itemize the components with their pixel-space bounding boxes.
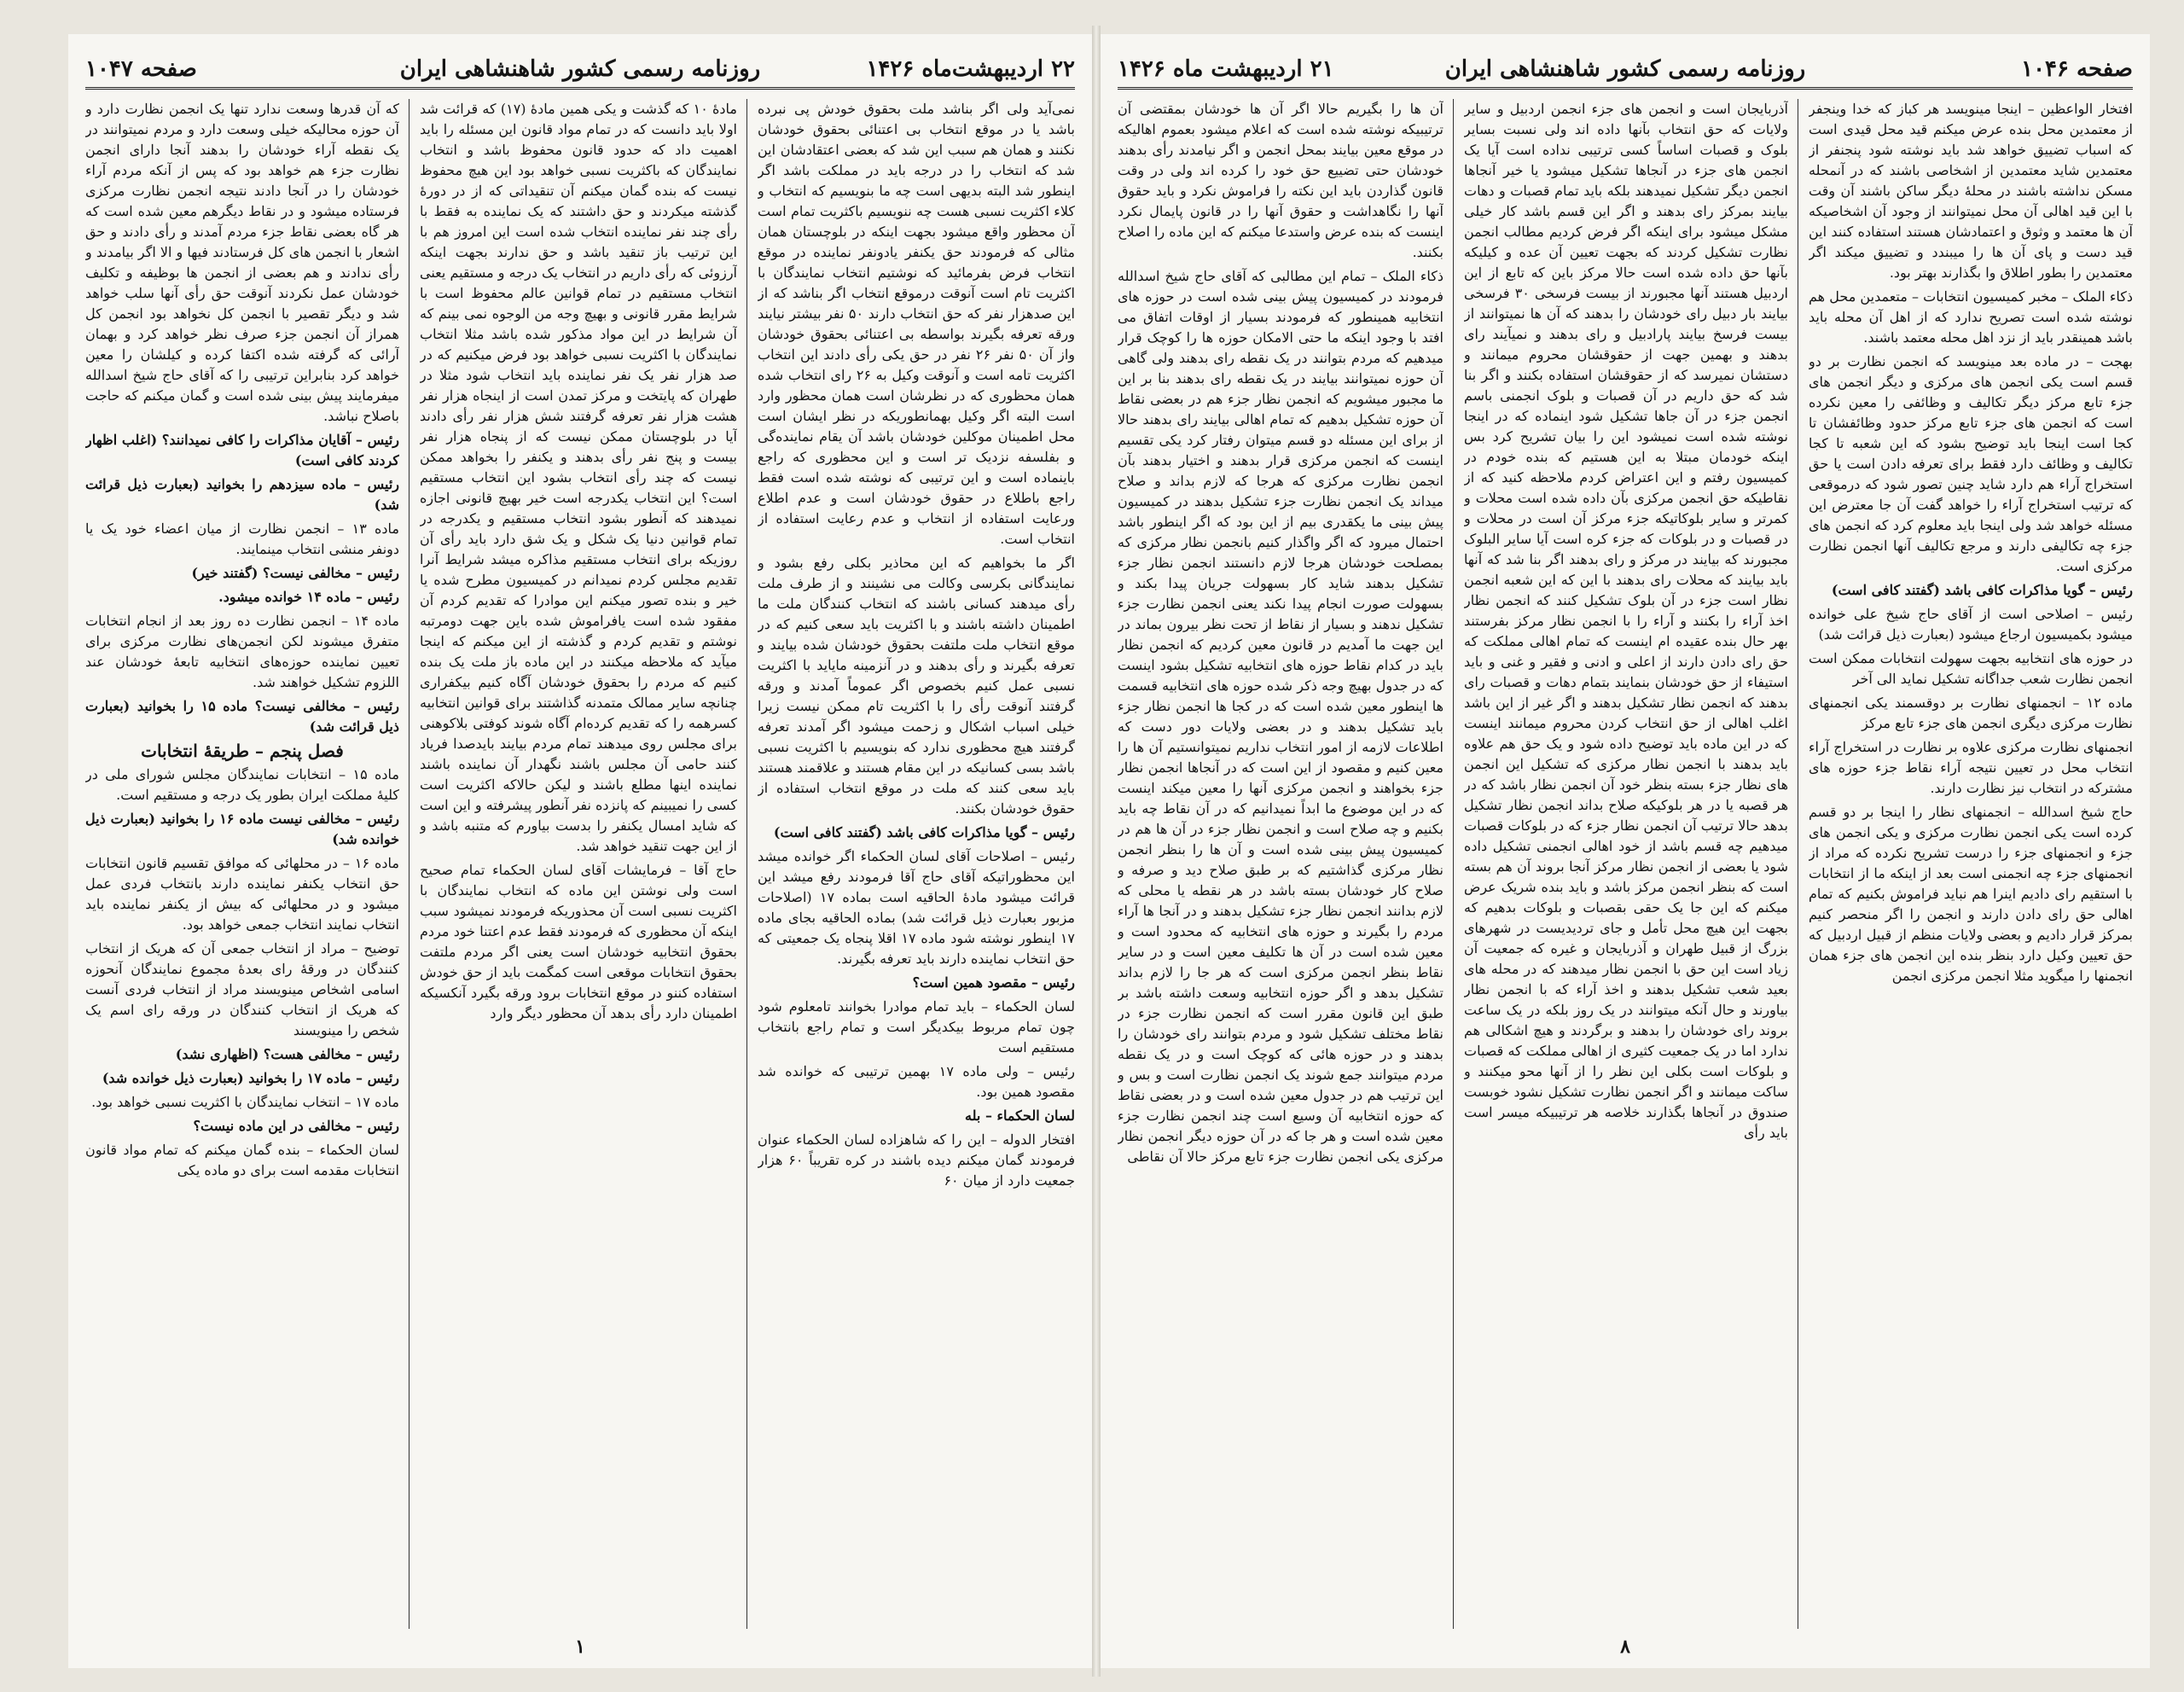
left-header-page-label: صفحه ۱۰۴۷ — [85, 56, 197, 82]
paragraph: ماده ۱۶ – در محلهائی که موافق تقسیم قانون انتخابات حق انتخاب یکنفر نماینده دارند بانتخاب فردی عمل میشود و در محلهائی که بیش از یکنفر نماینده باید انتخاب نمایند انتخاب جمعی خواهد بود. — [85, 855, 399, 933]
paragraph: ذکاء الملک – مخبر کمیسیون انتخابات – متعمدین محل هم نوشته شده است تصریح ندارد که از اهل آن محله باید باشد همینقدر باید از نزد اهل محله معتمد باشند. — [1809, 288, 2133, 346]
paragraph: ماده ۱۵ – انتخابات نمایندگان مجلس شورای ملی در کلیهٔ مملکت ایران بطور یک درجه و مستقیم است. — [85, 766, 399, 803]
paragraph: رئیس – گویا مذاکرات کافی باشد (گفتند کافی است) — [773, 824, 1075, 840]
paragraph: ماده ۱۲ – انجمنهای نظارت بر دوقسمند یکی انجمنهای نظارت مرکزی دیگری انجمن های جزء تابع مرکز — [1809, 695, 2133, 731]
paragraph: نمی‌آید ولی اگر بناشد ملت بحقوق خودش پی نبرده باشد یا در موقع انتخاب بی اعتنائی بحقوق خودشان نکنند و همان هم سبب این شد که بعضی اعتقادشان این شد که انتخاب را در درجه باید در مملکت باشد اگر اینطور شد البته بدیهی است چه ما بنویسیم که انتخاب و کلاء اکثریت نسبی هست چه ننویسیم باکثریت تمام است آن محظور واقع میشود بجهت اینکه در بلوچستان همان مثالی که فرمودند حق یکنفر یادونفر نماینده در موقع انتخاب فرض بفرمائید که نوشتیم انتخاب نمایندگان با اکثریت تام است آنوقت درموقع انتخاب اگر بناشد که از این صدهزار نفر که حق انتخاب دارند ۵۰ نفر بیشتر نیایند ورقه تعرفه بگیرند بواسطه بی اعتنائی بحقوق خودشان واز آن ۵۰ نفر ۲۶ نفر در حق یکی رأی دادند این انتخاب اکثریت تامه است و آنوقت وکیل به ۲۶ رای انتخاب شده همان محظوری که در نظرشان است همان محظور وارد است البته اگر وکیل بهمانطوریکه در نظر ایشان است محل اطمینان موکلین خودشان باشد آن یقام نماینده‌گی و بفلسفه نزدیک تر است و این محظوری که راجع باینماده است و این ترتیبی که نوشته شده است فقط راجع باطلاع در حقوق خودشان است و عدم اطلاع ورعایت استفاده از انتخاب و عدم رعایت استفاده از انتخاب است. — [758, 101, 1075, 547]
paragraph: رئیس – مقصود همین است؟ — [912, 974, 1075, 991]
paragraph: رئیس – اصلاحی است از آقای حاج شیخ علی خوانده میشود بکمیسیون ارجاع میشود (بعبارت ذیل قرائت شد) — [1809, 606, 2133, 642]
left-page — [68, 34, 1092, 1668]
left-header-title: روزنامه رسمی کشور شاهنشاهی ایران — [399, 56, 761, 82]
paragraph: ماده ۱۷ – انتخاب نمایندگان با اکثریت نسبی خواهد بود. — [91, 1094, 399, 1110]
paragraph: رئیس – مخالفی هست؟ (اظهاری نشد) — [175, 1046, 399, 1062]
paragraph: افتخار الواعظین – اینجا مینویسد هر کباز که خدا وینجفر از معتمدین محل بنده عرض میکنم قید محل قیدی است که اسباب تضییق خواهد شد باید نوشته شود پنجنفر از معتمدین شاید معتمدین از اشخاصی باشند که در آنمحله مسکن نداشته باشند در محلهٔ دیگر ساکن باشند آن وقت با این قید اهالی آن محل نمیتوانند از وجود آن اشخاصیکه آن ها معتمد و وثوق و اعتمادشان هستند استفاده کنند این قید دست و پای آن ها را میبندد و تضییق میکند اگر معتمدین را بطور اطلاق وا بگذارند بهتر بود. — [1809, 101, 2133, 281]
right-columns — [1118, 99, 2133, 1629]
paragraph: مادهٔ ۱۰ که گذشت و یکی همین مادهٔ (۱۷) که قرائت شد اولا باید دانست که در تمام مواد قانون این مسئله را باید اهمیت داد که حدود قانون محفوظ باشد و انتخاب نمایندگان که باکثریت نسبی خواهد بود این هیچ محفوظ نیست که بنده گمان میکنم آن تنقیداتی که از در دورهٔ گذشته میکردند و حق داشتند که یک نماینده به فقط با رأی چند نفر نماینده انتخاب شده است این امروز هم با این ترتیب باز تنقید باشد و حق ندارند بجهت اینکه آرزوئی که رأی داریم در انتخاب یک درجه و مستقیم یعنی انتخاب مستقیم در تمام قوانین عالم محفوظ است با شرایط مقرر قانونی و بهیچ وجه من الوجوه نمی بینم که آن شرایط در این مواد مذکور شده باشد مثلا انتخاب نمایندگان با اکثریت نسبی خواهد بود فرض میکنیم که در صد هزار نفر یک نفر نماینده باید انتخاب شود مثلا در طهران که پایتخت و مرکز تمدن است از اینجاه هزار نفر هشت هزار نفر تعرفه گرفتند شش هزار نفر رأی دادند آیا در بلوچستان ممکن نیست که از پنجاه هزار نفر بیست و پنج نفر رأی بدهند و یکنفر را بخواهد ممکن نیست که چند رأی انتخاب بشود این انتخاب مستقیم است؟ این انتخاب یکدرجه است خیر بهیچ قانونی اجازه نمیدهند که آنطور بشود انتخاب مستقیم و یکدرجه در تمام قوانین دنیا یک شکل و یک شق دارد باید رأی آن روزیکه برای انتخاب مستقیم مذاکره میشد شرایط آنرا تقدیم مجلس کردم نمیدانم در کمیسیون مطرح شده یا خیر و بنده تصور میکنم این موادرا که تقدیم کردم آن مفقود شده است یافراموش شده باین جهت دومرتبه نوشتم و تقدیم کردم و گذشته از این میکنم که اینجا میآید که ملاحظه میکنند در این ماده باز ملت یک بنده کنیم که مردم را بحقوق خودشان آگاه کنیم بیکفراری چنانچه سایر ممالک متمدنه گذاشتند برای قوانین انتخابیه کسرهمه را که تقدیم کرده‌ام آگاه شوند کوفتی بلاکوهنی برای مجلس روی میدهند تمام مردم بیایند بایدصدا فریاد کنند حامی آن مجلس باشند نگهدار آن نماینده باشند نماینده اینها مطلع باشند و لیکن حالاکه اکثریت است کسی را نمیبینم که پانزده نفر آنطور پیشرفته و این است که شاید امسال یکنفر را بدست بیاورم که متنبه باشد و از این جهت تنقید خواهد شد. — [420, 101, 737, 854]
left-column-2 — [420, 99, 737, 1629]
paragraph: رئیس – مخالفی نیست؟ (گفتند خیر) — [191, 565, 399, 581]
right-page-folio: ۸ — [1620, 1636, 1630, 1658]
paragraph: انجمنهای نظارت مرکزی علاوه بر نظارت در استخراج آراء انتخاب محل در تعیین نتیجه آراء نقاط جزء حوزه های مشترکه در انتخاب نیز نظارت دارند. — [1809, 739, 2133, 796]
paragraph: حاج شیخ اسدالله – انجمنهای نظار را اینجا بر دو قسم کرده است یکی انجمن نظارت مرکزی و یکی انجمن های جزء و انجمنهای جزء را درست تشریح نکرده که مراد از انجمنهای جزء چه انجمنی است بعد از اینکه ما از انتخابات با استقیم رای دادیم اینرا هم نباید فراموش بکنیم که تمام اهالی حق رای دادن دارند و انجمن را اگر منحصر کنیم بمرکز قرار دادیم و بعضی ولایات منظم از قبیل اردبیل که حق تعیین وکیل دارد بنظر بنده این انجمن های جزء همان انجمنها را میگوید مثلا انجمن مرکزی انجمن — [1809, 804, 2133, 984]
left-column-3 — [85, 99, 399, 1629]
left-header-date: ۲۲ اردیبهشت‌ماه ۱۴۲۶ — [866, 56, 1075, 82]
right-column-2 — [1464, 99, 1788, 1629]
paragraph: اگر ما بخواهیم که این محاذیر بکلی رفع بشود و نمایندگانی بکرسی وکالت می نشینند و از طرف ملت رأی میدهند کسانی باشند که انتخاب کنندگان ملت ما اطمینان داشته باشند و با اکثریت باید سعی کنیم که در موقع انتخاب ملت ملتفت بحقوق خودشان شده بیایند و تعرفه بگیرند و رأی بدهند و در آنزمینه مایاید با اکثریت نسبی عمل کنیم بخصوص اگر عموماً آمدند و ورقه گرفتند آنوقت رأی را با اکثریت تام ممکن نیست زیرا خیلی اسباب اشکال و زحمت میشود اگر آمدند تعرفه گرفتند هیچ محظوری ندارد که بنویسیم با اکثریت نسبی باشد بسی کسانیکه در این مقام هستند و علاقمند هستند باید سعی کنند که ملت در موقع انتخاب استفاده از حقوق خودشان بکنند. — [758, 555, 1075, 817]
section-heading: فصل پنجم – طریقهٔ انتخابات — [141, 741, 344, 761]
paragraph: رئیس – ولی ماده ۱۷ بهمین ترتیبی که خوانده شد مقصود همین بود. — [758, 1063, 1075, 1100]
column-rule — [746, 99, 747, 1629]
paragraph: حاج آقا – فرمایشات آقای لسان الحکماء تمام صحیح است ولی نوشتن این ماده که انتخاب نمایندگان با اکثریت نسبی است آن محذوریکه فرمودند نمیشود سبب اینکه آن محظوری که فرمودند فقط عدم اعتنا خود مردم بحقوق انتخابیه خودشان است یعنی اگر مردم ملتفت بحقوق انتخابات موقعی است کمگمت باید از حق خودش استفاده کننو در موقع انتخابات برود ورقه بگیرد آنکسیکه اطمینان دارد رأی بدهد آن محظور دیگر وارد — [420, 862, 737, 1021]
paragraph: رئیس – ماده ۱۴ خوانده میشود. — [218, 589, 399, 605]
paragraph: رئیس – گویا مذاکرات کافی باشد (گفتند کافی است) — [1831, 582, 2133, 598]
right-column-3 — [1118, 99, 1443, 1629]
paragraph: بهجت – در ماده بعد مینویسد که انجمن نظارت بر دو قسم است یکی انجمن های مرکزی و دیگر انجمن های جزء تابع مرکز دیگر تکالیف و وظائفی را معین نکرده است که انجمن های جزء تابع مرکز حدود وظائفشان تا کجا است اینجا باید توضیح بشود که این شعبه تا کجا تکالیف و وظائف دارد فقط برای تعرفه دادن است یا حق استخراج آراء هم دارد شاید چنین تصور شود که درموقعی که ترتیب استخراج آراء را خواهد گفت آن جا معترض این مسئله خواهد شد ولی اینجا باید معلوم کرد که انجمن های جزء چه تکالیفی دارند و مرجع تکالیف آنها انجمن نظارت مرکزی است. — [1809, 353, 2133, 574]
left-masthead — [85, 53, 1075, 90]
paragraph: آذربایجان است و انجمن های جزء انجمن اردبیل و سایر ولایات که حق انتخاب بآنها داده اند ولی نسبت بسایر بلوک و قصبات اساساً کسی ترتیبی نداده است آیا یک انجمن های جزء در آنجاها تشکیل میشود یا خیر آنجاها انجمن دیگر تشکیل نمیدهند بلکه باید تمام قصبات و دهات بیایند بمرکز رای بدهند و اگر این قسم باشد کار خیلی مشکل میشود برای اینکه اگر فرض کردیم مطالب انجمن نظارت تشکیل کردند که بجهت تعیین آن عده و کیلیکه بآنها حق داده شده است حالا مرکز باین که تابع از این اردبیل هستند آنها مجبورند از بیست فرسخی ۳۰ فرسخی بیایند بار دبیل رای خودشان را بدهند که آن ها نمیتوانند از بیست فرسخ بیایند پارادبیل و رای بدهند و نمیآیند رای بدهند و بهمین جهت از حقوقشان محروم میمانند و دستشان نمیرسد که از حقوقشان استفاده بکنند و اگر بنا شد که حق داریم در آن قصبات و بلوک انجمنی باسم انجمن جزء در آن جاها تشکیل شود اینماده که در اینجا نوشته شده است نمیشود این را بیان تشریح کرد بس اینکه خودمان مبتلا به این هستیم که بنده خودم در کمیسیون رفتم و این اعتراض کردم ملاحظه کنید که از نقاطیکه حق انجمن مرکزی بآن داده شده است محلات و کمرتر و سایر بلوکاتیکه جزء مرکز آن است در محلات و در قصبات و در بلوکات که جزء کره است آیا سایر البلوک مجبورند که بیایند در مرکز و رای بدهند اگر بنا شد که آنها باید بیایند که محلات رای بدهند با این که این شعبه انجمن نظار است جزء در آن بلوک تشکیل کنند که انجمن نظار اخذ آراء را بکنند و آراء را با انجمن نظار مرکز بفرستند بهر حال بنده عقیده ام اینست که تمام اهالی مملکت که حق رای دادن دارند از اعلی و ادنی و فقیر و غنی و باید استیفاء از حق خودشان بنمایند بتمام دهات و قصبات رای بدهند که انجمن نظار تشکیل بدهند و اگر غیر از این باشد اغلب اهالی از حق انتخاب کردن محروم میمانند اینست که در این ماده باید توضیح داده شود و یک حق هم علاوه باید بدهند با انجمن نظار مرکزی که تشکیل این انجمن های نظار جزء بسته بنظر خود آن انجمن نظار باشد که در هر قصبه یا در هر بلوکیکه صلاح بداند انجمن نظار تشکیل بدهد حالا ترتیب آن انجمن نظار جزء که در بلوکات قصبات میدهیم چه قسم باشد از خود اهالی انجمنی تشکیل داده شود یا بعضی از انجمن نظار مرکز آنجا بروند آن هم بسته است که بنظر انجمن مرکز باشد و باید بنده شریک عرض میکنم که این جا یک حقی بقصبات و بلوکات بدهیم که بجهت این هیچ محل تأمل و جای تردیدیست در شهرهای بزرگ از قبیل طهران و آذربایجان و غیره که جمعیت آن زیاد است این حق با انجمن نظار میدهند که در محله های بعید شعب تشکیل بدهند و اخذ آراء که با انجمن نظار بیاورند و حال آنکه میتوانند در یک روز بلکه در یک ساعت بروند رای خودشان را بدهند و برگردند و هیچ اشکالی هم ندارد اما در یک جمعیت کثیری از اهالی مملکت که قصبات و بلوکات است بکلی این نظر را از آنها محو میکنند و ساکت میمانند و اگر انجمن نظارت تشکیل نشود خوبست صندوق در آنجاها بگذارند خلاصه هر ترتیبیکه میسر است باید رأی — [1464, 101, 1788, 1141]
paragraph: رئیس – ماده ۱۷ را بخوانید (بعبارت ذیل خوانده شد) — [102, 1070, 399, 1086]
paragraph: ماده ۱۳ – انجمن نظارت از میان اعضاء خود یک یا دونفر منشی انتخاب مینمایند. — [85, 520, 399, 557]
paragraph: افتخار الدوله – این را که شاهزاده لسان الحکماء عنوان فرمودند گمان میکنم دیده باشند در کره تقریباً ۶۰ هزار جمعیت دارد از میان ۶۰ — [758, 1131, 1075, 1189]
paragraph: رئیس – ماده سیزدهم را بخوانید (بعبارت ذیل قرائت شد) — [85, 476, 399, 513]
paragraph: ذکاء الملک – تمام این مطالبی که آقای حاج شیخ اسدالله فرمودند در کمیسیون پیش بینی شده است در حوزه های انتخابیه همینطور که فرمودند بسیار از اوقات اتفاق می افتد با وجود اینکه ما حتی الامکان حوزه ها را کوچک قرار میدهیم که مردم بتوانند در یک نقطه رای بدهند ولی گاهی آن حوزه نمیتوانند بیایند در یک نقطه رای بدهند بنا بر این ما مجبور میشویم که انجمن نظار جزء هم در بعضی نقاط آن حوزه تشکیل بدهیم که تمام اهالی بیایند رای بدهند حالا از برای این مسئله دو قسم میتوان رفتار کرد یکی تقسیم اینست که انجمن مرکزی قرار بدهند و اختیار بدهند بآن انجمن نظارت مرکزی که هرجا که لازم بداند و صلاح میداند یک انجمن نظارت جزء تشکیل بدهند در کمیسیون پیش بینی ما یکقدری بیم از این بود که اگر اینطور باشد احتمال میرود که اگر واگذار کنیم بانجمن نظار مرکزی که بمصلحت خودشان هرجا لازم دانستند انجمن نظار جزء تشکیل بدهند شاید کار بسهولت جریان پیدا بکند و بسهولت صورت انجام پیدا نکند یعنی انجمن نظارت جزء تشکیل ندهند و بسیار از نقاط از تحت نظر بیرون بماند در این جهت ما آمدیم در قانون معین کردیم که انجمن نظار باید در کدام نقاط حوزه های انتخابیه تشکیل بشود اینست که در جدول بهیچ وجه ذکر شده حوزه های انتخابیه قسمت ها اینطور معین شده است که در کجا ها انجمن نظار جزء باید تشکیل بدهند و در بعضی ولایات دور دست که اطلاعات لازمه از امور انتخاب نداریم نمیتوانستیم آن ها را معین کنیم و مقصود از این است که در آنجاها انجمن نظار جزء بخواهند و انجمن مرکزی آنها را معین میکند اینست که در این موضوع ما ابداً نمیدانیم که در آن نقاط چه باید بکنیم و چه صلاح است و انجمن نظار جزء در آن ها هم در کمیسیون پیش بینی شده است و آن ها را بنظر انجمن نظار مرکزی گذاشتیم که بر طبق صلاح دید و صرفه و صلاح کار خودشان بسته باشد در هر نقطه یا محلی که لازم بدانند انجمن نظار جزء تشکیل بدهند و در آنجا ها آراء مردم را بگیرند و حوزه های انتخابیه که محدود است و معین شده است در آن ها تکلیف معین است و در سایر نقاط بنظر انجمن مرکزی است که هر جا را لازم بداند تشکیل بدهد و اگر حوزه انتخابیه وسعت داشته باشد بر طبق این قانون مقرر است که انجمن نظارت جزء در نقاط مختلف تشکیل شود و مردم بتوانند رای خودشان را بدهند و در حوزه هائی که کوچک است و در یک نقطه مردم میتوانند جمع شوند یک انجمن نظارت است و بس و این ترتیب هم در جدول معین شده است و در بعضی نقاط که حوزه انتخابیه آن وسیع است چند انجمن نظارت جزء معین شده است و هر جا که در آن حوزه دیگر انجمن نظار مرکزی یکی انجمن نظارت جزء تابع مرکز حالا آن نقاطی — [1118, 268, 1443, 1165]
paragraph: رئیس – مخالفی در این ماده نیست؟ — [193, 1118, 399, 1134]
paragraph: لسان الحکماء – باید تمام موادرا بخوانند تامعلوم شود چون تمام مربوط بیکدیگر است و تمام راجع بانتخاب مستقیم است — [758, 998, 1075, 1055]
paragraph: رئیس – مخالفی نیست؟ ماده ۱۵ را بخوانید (بعبارت ذیل قرائت شد) — [85, 698, 399, 735]
right-header-title: روزنامه رسمی کشور شاهنشاهی ایران — [1444, 56, 1806, 82]
paragraph: توضیح – مراد از انتخاب جمعی آن که هریک از انتخاب کنندگان در ورقهٔ رای بعدهٔ مجموع نمایندگان آنحوزه اسامی اشخاص مینویسند مراد از انتخاب فردی آنست که هریک از انتخاب کنندگان در ورقه رای اسم یک شخص را مینویسند — [85, 940, 399, 1038]
right-header-page-label: صفحه ۱۰۴۶ — [2021, 56, 2133, 82]
column-rule — [409, 99, 410, 1629]
paragraph: آن ها را بگیریم حالا اگر آن ها خودشان بمقتضی آن ترتیبیکه نوشته شده است که اعلام میشود بعموم اهالیکه در موقع معین بیایند بمحل انجمن و اگر نیامدند رأی بدهند خودشان حتی تضییع حق خود را کرده اند ولی در وقت قانون گذاردن باید این نکته را فراموش نکرد و باید حقوق آنها را نگاهداشت و حقوق آنها را در قانون پایمال نکرد اینست که بنده عرض واستدعا میکنم که این ماده را اصلاح بکنند. — [1118, 101, 1443, 260]
paragraph: که آن قدرها وسعت ندارد تنها یک انجمن نظارت دارد و آن حوزه محالیکه خیلی وسعت دارد و مردم نمیتوانند در یک نقطه آراء خودشان را بدهند آنجا دارای انجمن نظارت جزء هم خواهد بود که پس از آنکه مردم آراء خودشان را در آنجا دادند نتیجه انجمن نظارت مرکزی فرستاده میشود و در نقاط دیگرهم معین شده است که هر گاه بعضی نقاط جزء مردم آمدند و رأی دادند و حق اشعار با انجمن های کل فرستادند فیها و الا اگر بیامدند و رأی ندادند و هم بعضی از انجمن ها بوظیفه و تکلیف خودشان عمل نکردند آنوقت حق رأی آنها سلب خواهد شد و دیگر تقصیر با انجمن کل نخواهد بود انجمن کل همراز آن انجمن جزء صرف نظر خواهد کرد و بهمان آرائی که گرفته شده اکتفا کرده و کیلشان را معین خواهد کرد بنابراین ترتیبی را که آقای حاج شیخ اسدالله میفرمایند پیش بینی شده است و گمان میکنم که حاجت باصلاح نباشد. — [85, 101, 399, 424]
paragraph: رئیس – اصلاحات آقای لسان الحکماء اگر خوانده میشد این محظوراتیکه آقای حاج آقا فرمودند رفع میشد این قرائت میشود مادهٔ الحاقیه است بماده ۱۷ (اصلاحات مزبور بعبارت ذیل قرائت شد) بماده الحاقیه بجای ماده ۱۷ اینطور نوشته شود ماده ۱۷ اقلا پنجاه یک جمعیتی که حق انتخاب نماینده دارند باید تعرفه بگیرند. — [758, 848, 1075, 967]
paragraph: رئیس – آقایان مذاکرات را کافی نمیدانند؟ (اغلب اظهار کردند کافی است) — [85, 432, 399, 468]
right-page — [1101, 34, 2150, 1668]
left-columns — [85, 99, 1075, 1629]
right-column-1 — [1809, 99, 2133, 1629]
paragraph: رئیس – مخالفی نیست ماده ۱۶ را بخوانید (بعبارت ذیل خوانده شد) — [85, 811, 399, 847]
right-masthead — [1118, 53, 2133, 90]
paragraph: لسان الحکماء – بنده گمان میکنم که تمام مواد قانون انتخابات مقدمه است برای دو ماده یکی — [85, 1142, 399, 1178]
paragraph: ماده ۱۴ – انجمن نظارت ده روز بعد از انجام انتخابات متفرق میشوند لکن انجمن‌های نظارت مرکزی برای تعیین نماینده حوزه‌های انتخابیه تابعهٔ خودشان عند اللزوم تشکیل خواهند شد. — [85, 613, 399, 690]
page-fold — [1092, 26, 1101, 1677]
column-rule — [1453, 99, 1454, 1629]
paragraph: لسان الحکماء – بله — [965, 1108, 1075, 1124]
left-column-1 — [758, 99, 1075, 1629]
right-header-date: ۲۱ اردیبهشت ماه ۱۴۲۶ — [1118, 56, 1334, 82]
paragraph: در حوزه های انتخابیه بجهت سهولت انتخابات ممکن است انجمن نظارت شعب جداگانه تشکیل نماید الی آخر — [1809, 650, 2133, 687]
left-page-folio: ۱ — [575, 1636, 585, 1658]
